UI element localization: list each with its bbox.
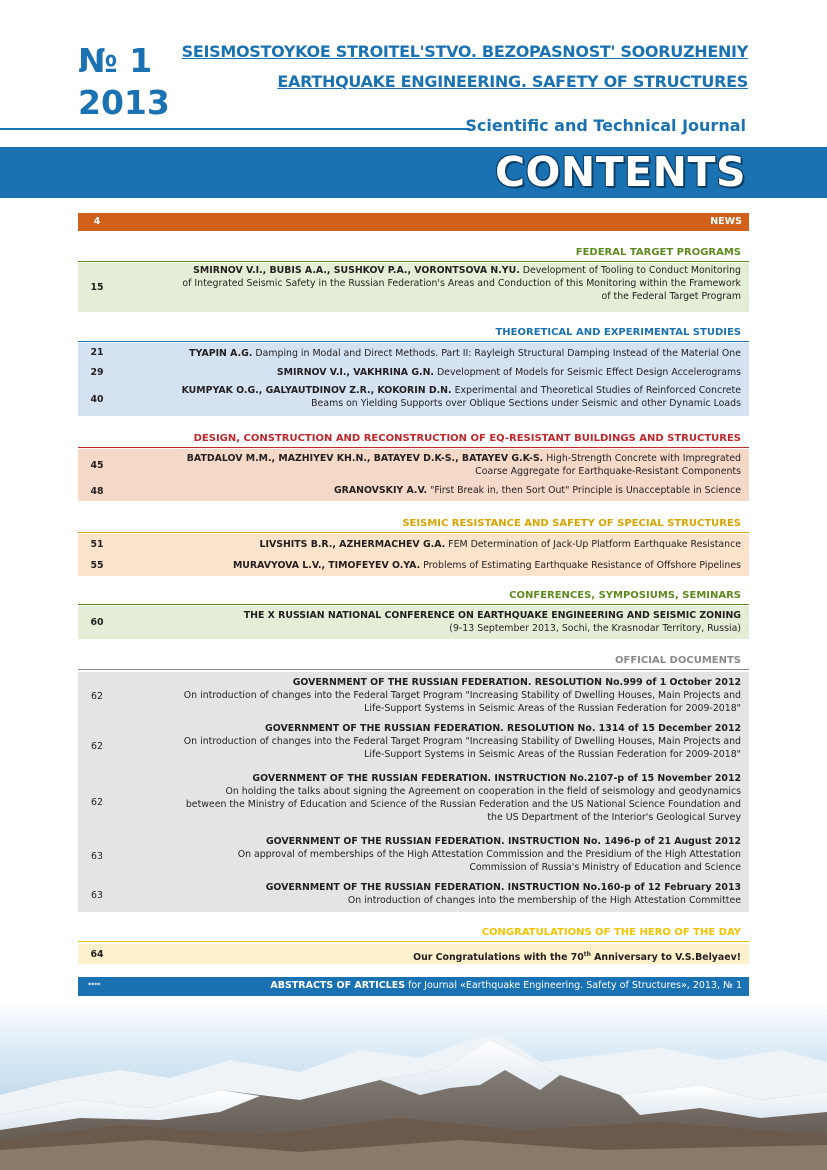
toc-entry[interactable] bbox=[78, 362, 749, 383]
toc-entry[interactable] bbox=[78, 672, 749, 720]
entry-text bbox=[116, 343, 749, 362]
entry-title: Problems of Estimating Earthquake Resistance of Offshore Pipelines bbox=[420, 560, 741, 571]
entry-authors: MURAVYOVA L.V., TIMOFEYEV O.YA. bbox=[232, 560, 421, 571]
entry-page: 62 bbox=[91, 797, 103, 808]
entry-text bbox=[116, 944, 749, 964]
entry-text bbox=[116, 481, 749, 501]
section-title-federal: FEDERAL TARGET PROGRAMS bbox=[575, 247, 741, 258]
toc-entry[interactable] bbox=[78, 481, 749, 501]
entry-text bbox=[116, 555, 749, 576]
section-rule-theoretical bbox=[78, 341, 749, 342]
entry-page: 21 bbox=[90, 347, 104, 358]
news-page: 4 bbox=[93, 216, 101, 227]
toc-entry[interactable] bbox=[78, 343, 749, 362]
abstracts-page: **** bbox=[88, 982, 101, 989]
entry-text bbox=[116, 263, 749, 312]
entry-title: Damping in Modal and Direct Methods. Part II: Rayleigh Structural Damping Instead of the Material One bbox=[252, 348, 741, 359]
issue-block bbox=[78, 40, 170, 124]
contents-heading: CONTENTS bbox=[494, 148, 746, 196]
entry-title-cont: Life-Support Systems in Seismic Areas of the Russian Federation for 2009-2018" bbox=[364, 703, 741, 714]
entry-page: 15 bbox=[90, 282, 104, 293]
header-rule bbox=[0, 128, 470, 130]
issue-number: № 1 bbox=[78, 41, 153, 80]
entry-title: Experimental and Theoretical Studies of Reinforced Concrete bbox=[451, 385, 741, 396]
section-box-hero bbox=[78, 944, 749, 964]
entry-text bbox=[116, 720, 749, 772]
entry-authors: KUMPYAK O.G., GALYAUTDINOV Z.R., KOKORIN D.N. bbox=[181, 385, 452, 396]
entry-title: High-Strength Concrete with Impregrated bbox=[543, 453, 741, 464]
toc-entry[interactable] bbox=[78, 449, 749, 481]
entry-authors: GOVERNMENT OF THE RUSSIAN FEDERATION. INSTRUCTION No.160-p of 12 February 2013 bbox=[265, 882, 741, 893]
entry-title: FEM Determination of Jack-Up Platform Earthquake Resistance bbox=[445, 539, 741, 550]
toc-entry[interactable] bbox=[78, 772, 749, 833]
mountain-image bbox=[0, 1000, 827, 1170]
mountain-photo bbox=[0, 1000, 827, 1170]
entry-page: 51 bbox=[90, 539, 104, 550]
entry-page: 63 bbox=[91, 890, 103, 901]
entry-authors: GRANOVSKIY A.V. bbox=[333, 485, 428, 496]
section-rule-federal bbox=[78, 261, 749, 262]
section-title-hero: CONGRATULATIONS OF THE HERO OF THE DAY bbox=[481, 927, 741, 938]
section-title-theoretical: THEORETICAL AND EXPERIMENTAL STUDIES bbox=[495, 327, 741, 338]
entry-title: Development of Tooling to Conduct Monitoring bbox=[519, 265, 741, 276]
entry-authors: SMIRNOV V.I., VAKHRINA G.N. bbox=[276, 367, 434, 378]
entry-page: 60 bbox=[90, 617, 104, 628]
entry-authors: GOVERNMENT OF THE RUSSIAN FEDERATION. RESOLUTION No. 1314 of 15 December 2012 bbox=[265, 723, 741, 734]
section-rule-hero bbox=[78, 941, 749, 942]
entry-authors: GOVERNMENT OF THE RUSSIAN FEDERATION. INSTRUCTION No.2107-p of 15 November 2012 bbox=[252, 773, 741, 784]
entry-page: 63 bbox=[91, 850, 103, 862]
entry-text bbox=[116, 606, 749, 639]
section-rule-design bbox=[78, 447, 749, 448]
entry-text bbox=[116, 833, 749, 879]
entry-title: Our Congratulations with the 70 bbox=[413, 952, 584, 964]
entry-title-cont: (9-13 September 2013, Sochi, the Krasnodar Territory, Russia) bbox=[449, 623, 741, 634]
entry-title-cont: of the Federal Target Program bbox=[601, 291, 741, 302]
journal-subtitle: Scientific and Technical Journal bbox=[465, 116, 746, 135]
entry-title-cont: the US Department of the Interior's Geological Survey bbox=[487, 812, 741, 823]
section-box-design bbox=[78, 449, 749, 501]
toc-entry[interactable] bbox=[78, 833, 749, 879]
entry-text bbox=[116, 672, 749, 720]
entry-page: 48 bbox=[90, 485, 104, 497]
entry-page: 45 bbox=[90, 459, 104, 471]
news-bar bbox=[78, 213, 749, 231]
entry-page: 64 bbox=[90, 948, 104, 960]
entry-title-cont: Life-Support Systems in Seismic Areas of the Russian Federation for 2009-2018" bbox=[364, 749, 741, 760]
entry-title-cont: Beams on Yielding Supports over Oblique Sections under Seismic and other Dynamic Loads bbox=[311, 398, 741, 409]
entry-title-cont: Coarse Aggregate for Earthquake-Resistant Components bbox=[475, 466, 741, 477]
entry-title-cont: between the Ministry of Education and Science of the Russian Federation and the US National Science Foundation and bbox=[185, 799, 741, 810]
entry-page: 40 bbox=[90, 394, 104, 405]
toc-entry[interactable] bbox=[78, 944, 749, 964]
entry-authors: THE X RUSSIAN NATIONAL CONFERENCE ON EARTHQUAKE ENGINEERING AND SEISMIC ZONING bbox=[243, 610, 741, 621]
abstracts-subtitle: for Journal «Earthquake Engineering. Safety of Structures», 2013, № 1 bbox=[405, 980, 742, 991]
entry-authors: GOVERNMENT OF THE RUSSIAN FEDERATION. RESOLUTION No.999 of 1 October 2012 bbox=[292, 677, 741, 688]
toc-entry[interactable] bbox=[78, 263, 749, 312]
section-title-official: OFFICIAL DOCUMENTS bbox=[615, 655, 741, 666]
section-box-official bbox=[78, 672, 749, 912]
section-title-conferences: CONFERENCES, SYMPOSIUMS, SEMINARS bbox=[509, 590, 741, 601]
entry-title-cont: On introduction of changes into the Federal Target Program "Increasing Stability of Dwelling Houses, Main Projects and bbox=[183, 736, 741, 747]
entry-page: 62 bbox=[91, 740, 103, 752]
section-box-federal bbox=[78, 263, 749, 312]
entry-text bbox=[116, 534, 749, 555]
entry-authors: SMIRNOV V.I., BUBIS A.A., SUSHKOV P.A., VORONTSOVA N.YU. bbox=[193, 265, 520, 276]
entry-authors: TYAPIN A.G. bbox=[189, 348, 253, 359]
entry-text bbox=[116, 879, 749, 912]
section-box-conferences bbox=[78, 606, 749, 639]
section-rule-conferences bbox=[78, 604, 749, 605]
news-title: NEWS bbox=[710, 216, 742, 227]
entry-authors: GOVERNMENT OF THE RUSSIAN FEDERATION. INSTRUCTION No. 1496-p of 21 August 2012 bbox=[265, 836, 741, 847]
entry-text bbox=[116, 383, 749, 416]
section-box-seismic bbox=[78, 534, 749, 576]
entry-text bbox=[116, 449, 749, 481]
entry-title-cont: On holding the talks about signing the Agreement on cooperation in the field of seismology and geodynamics bbox=[225, 786, 741, 797]
entry-title: "First Break in, then Sort Out" Principle is Unacceptable in Science bbox=[427, 485, 741, 496]
toc-entry[interactable] bbox=[78, 879, 749, 912]
entry-authors: BATDALOV M.M., MAZHIYEV KH.N., BATAYEV D.K-S., BATAYEV G.K-S. bbox=[186, 453, 544, 464]
entry-text bbox=[116, 362, 749, 383]
toc-entry[interactable] bbox=[78, 606, 749, 639]
section-rule-official bbox=[78, 669, 749, 670]
entry-page: 29 bbox=[90, 367, 104, 378]
entry-title-cont: On introduction of changes into the Federal Target Program "Increasing Stability of Dwelling Houses, Main Projects and bbox=[183, 690, 741, 701]
entry-title-cont: of Integrated Seismic Safety in the Russian Federation's Areas and Conduction of this Monitoring within the Framework bbox=[182, 278, 741, 289]
section-title-design: DESIGN, CONSTRUCTION AND RECONSTRUCTION OF EQ-RESISTANT BUILDINGS AND STRUCTURES bbox=[193, 433, 741, 444]
entry-authors: LIVSHITS B.R., AZHERMACHEV G.A. bbox=[259, 539, 446, 550]
journal-title-ru: SEISMOSTOYKOE STROITEL'STVO. BEZOPASNOST' SOORUZHENIY bbox=[181, 42, 748, 61]
toc-entry[interactable] bbox=[78, 534, 749, 555]
abstracts-text bbox=[270, 980, 742, 991]
section-title-seismic: SEISMIC RESISTANCE AND SAFETY OF SPECIAL STRUCTURES bbox=[402, 518, 741, 529]
issue-year: 2013 bbox=[78, 83, 170, 122]
entry-text bbox=[116, 772, 749, 833]
entry-page: 55 bbox=[90, 560, 104, 571]
abstracts-title: ABSTRACTS OF ARTICLES bbox=[270, 980, 406, 991]
entry-title-cont: On introduction of changes into the membership of the High Attestation Committee bbox=[347, 895, 741, 906]
abstracts-bar[interactable] bbox=[78, 977, 749, 996]
toc-entry[interactable] bbox=[78, 720, 749, 772]
journal-title-en: EARTHQUAKE ENGINEERING. SAFETY OF STRUCTURES bbox=[277, 72, 748, 91]
entry-title-cont: Anniversary to V.S.Belyaev! bbox=[590, 952, 741, 964]
toc-entry[interactable] bbox=[78, 555, 749, 576]
entry-page: 62 bbox=[91, 690, 103, 702]
entry-title-cont: On approval of memberships of the High Attestation Commission and the Presidium of the High Attestation bbox=[237, 849, 741, 860]
entry-superscript: th bbox=[583, 951, 591, 958]
entry-title: Development of Models for Seismic Effect Design Accelerograms bbox=[433, 367, 741, 378]
toc-entry[interactable] bbox=[78, 383, 749, 416]
section-rule-seismic bbox=[78, 532, 749, 533]
section-box-theoretical bbox=[78, 343, 749, 416]
entry-title-cont: Commission of Russia's Ministry of Education and Science bbox=[469, 862, 741, 873]
